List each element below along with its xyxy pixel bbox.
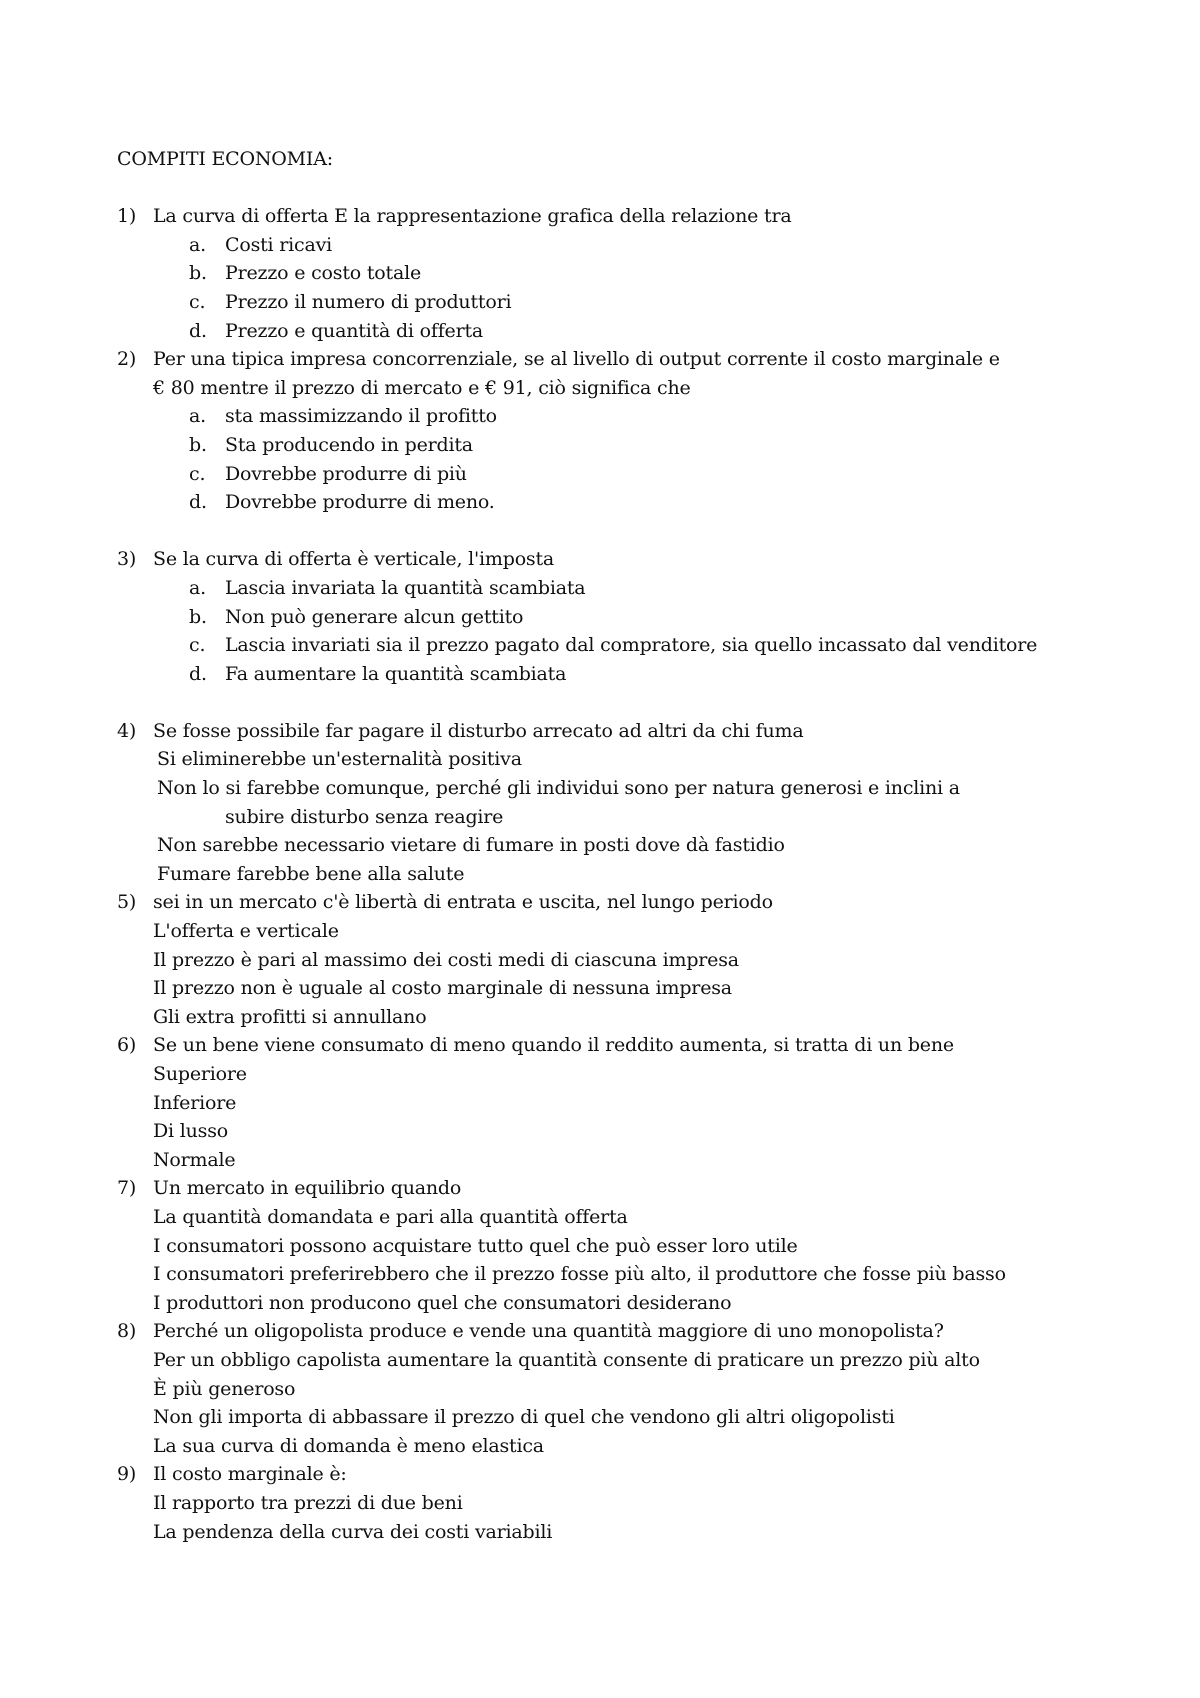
option-item: La sua curva di domanda è meno elastica	[153, 1434, 544, 1457]
option-text: Non lo si farebbe comunque, perché gli individui sono per natura generosi e inclini a	[157, 777, 960, 800]
option-letter: d.	[189, 491, 207, 514]
question-3	[117, 545, 1117, 688]
option-item: È più generoso	[153, 1377, 296, 1400]
option-letter: b.	[189, 433, 207, 456]
question-number: 7)	[117, 1177, 137, 1200]
question-text: La curva di offerta E la rappresentazione grafica della relazione tra	[153, 205, 792, 228]
question-8	[117, 1317, 1117, 1460]
question-6	[117, 1031, 1117, 1174]
question-7	[117, 1174, 1117, 1317]
option-d	[117, 317, 1117, 346]
option-text: Sta producendo in perdita	[225, 433, 473, 456]
option-c	[117, 288, 1117, 317]
option-text: Prezzo e costo totale	[225, 262, 421, 285]
option-item: Il prezzo è pari al massimo dei costi medi di ciascuna impresa	[153, 948, 739, 971]
option-letter: d.	[189, 662, 207, 685]
option-item: Per un obbligo capolista aumentare la quantità consente di praticare un prezzo più alto	[153, 1348, 980, 1371]
question-number: 1)	[117, 205, 137, 228]
option-text: Lascia invariati sia il prezzo pagato dal compratore, sia quello incassato dal venditore	[225, 634, 1038, 657]
option-item: I produttori non producono quel che consumatori desiderano	[153, 1291, 732, 1314]
option-letter: a.	[189, 233, 206, 256]
option-item	[117, 774, 1117, 831]
option-letter: b.	[189, 605, 207, 628]
option-item: Normale	[153, 1148, 236, 1171]
option-text: Prezzo e quantità di offerta	[225, 319, 484, 342]
option-a	[117, 574, 1117, 603]
option-c	[117, 460, 1117, 489]
option-item: I consumatori preferirebbero che il prezzo fosse più alto, il produttore che fosse più basso	[153, 1263, 1006, 1286]
option-text: Prezzo il numero di produttori	[225, 290, 512, 313]
question-text: Perché un oligopolista produce e vende una quantità maggiore di uno monopolista?	[153, 1320, 944, 1343]
option-text: Non può generare alcun gettito	[225, 605, 524, 628]
option-letter: c.	[189, 462, 206, 485]
option-letter: a.	[189, 576, 206, 599]
option-letter: c.	[189, 634, 206, 657]
question-text-continuation: € 80 mentre il prezzo di mercato e € 91, ciò significa che	[153, 376, 691, 399]
question-text: Il costo marginale è:	[153, 1463, 347, 1486]
question-number: 6)	[117, 1034, 137, 1057]
option-item: Il prezzo non è uguale al costo marginale di nessuna impresa	[153, 977, 732, 1000]
question-number: 3)	[117, 548, 137, 571]
option-c	[117, 631, 1117, 660]
option-d	[117, 660, 1117, 689]
option-text: Fa aumentare la quantità scambiata	[225, 662, 567, 685]
option-text: Dovrebbe produrre di più	[225, 462, 467, 485]
option-text: sta massimizzando il profitto	[225, 405, 497, 428]
question-text: Se la curva di offerta è verticale, l'imposta	[153, 548, 555, 571]
option-item: Si eliminerebbe un'esternalità positiva	[157, 748, 522, 771]
question-4	[117, 717, 1117, 889]
question-text: Se un bene viene consumato di meno quando il reddito aumenta, si tratta di un bene	[153, 1034, 954, 1057]
option-item: Superiore	[153, 1063, 247, 1085]
document-title: COMPITI ECONOMIA:	[117, 148, 333, 170]
option-item: Non gli importa di abbassare il prezzo di quel che vendono gli altri oligopolisti	[153, 1406, 895, 1429]
option-b	[117, 603, 1117, 632]
option-item: L'offerta e verticale	[153, 920, 339, 943]
option-text: Lascia invariata la quantità scambiata	[225, 576, 586, 599]
blank-line	[117, 688, 1117, 717]
option-letter: a.	[189, 405, 206, 428]
question-text: Se fosse possibile far pagare il disturbo arrecato ad altri da chi fuma	[153, 719, 804, 742]
option-d	[117, 488, 1117, 517]
question-text: Per una tipica impresa concorrenziale, se al livello di output corrente il costo marginale e	[153, 348, 1000, 371]
question-9	[117, 1460, 1117, 1546]
option-a	[117, 402, 1117, 431]
option-item: Non sarebbe necessario vietare di fumare in posti dove dà fastidio	[157, 834, 785, 857]
option-item: I consumatori possono acquistare tutto quel che può esser loro utile	[153, 1234, 798, 1257]
question-number: 2)	[117, 348, 137, 371]
option-item: La pendenza della curva dei costi variabili	[153, 1520, 553, 1543]
option-text-continuation: subire disturbo senza reagire	[225, 805, 504, 828]
question-text: sei in un mercato c'è libertà di entrata e uscita, nel lungo periodo	[153, 891, 773, 914]
option-item: Fumare farebbe bene alla salute	[157, 862, 465, 885]
question-text: Un mercato in equilibrio quando	[153, 1177, 462, 1200]
option-item: La quantità domandata e pari alla quantità offerta	[153, 1205, 628, 1228]
question-number: 9)	[117, 1463, 137, 1486]
option-text: Costi ricavi	[225, 233, 333, 256]
option-item: Inferiore	[153, 1091, 237, 1114]
question-5	[117, 888, 1117, 1031]
question-number: 5)	[117, 891, 137, 914]
option-a	[117, 231, 1117, 260]
option-b	[117, 431, 1117, 460]
option-item: Di lusso	[153, 1120, 229, 1143]
option-item: Gli extra profitti si annullano	[153, 1005, 427, 1028]
question-number: 4)	[117, 719, 137, 742]
option-letter: b.	[189, 262, 207, 285]
option-b	[117, 259, 1117, 288]
option-letter: d.	[189, 319, 207, 342]
question-number: 8)	[117, 1320, 137, 1343]
document-content	[117, 145, 1117, 1546]
blank-line	[117, 517, 1117, 546]
option-item: Il rapporto tra prezzi di due beni	[153, 1491, 463, 1514]
option-letter: c.	[189, 290, 206, 313]
blank-line	[117, 174, 1117, 203]
question-1	[117, 202, 1117, 345]
question-2	[117, 345, 1117, 517]
option-text: Dovrebbe produrre di meno.	[225, 491, 495, 514]
